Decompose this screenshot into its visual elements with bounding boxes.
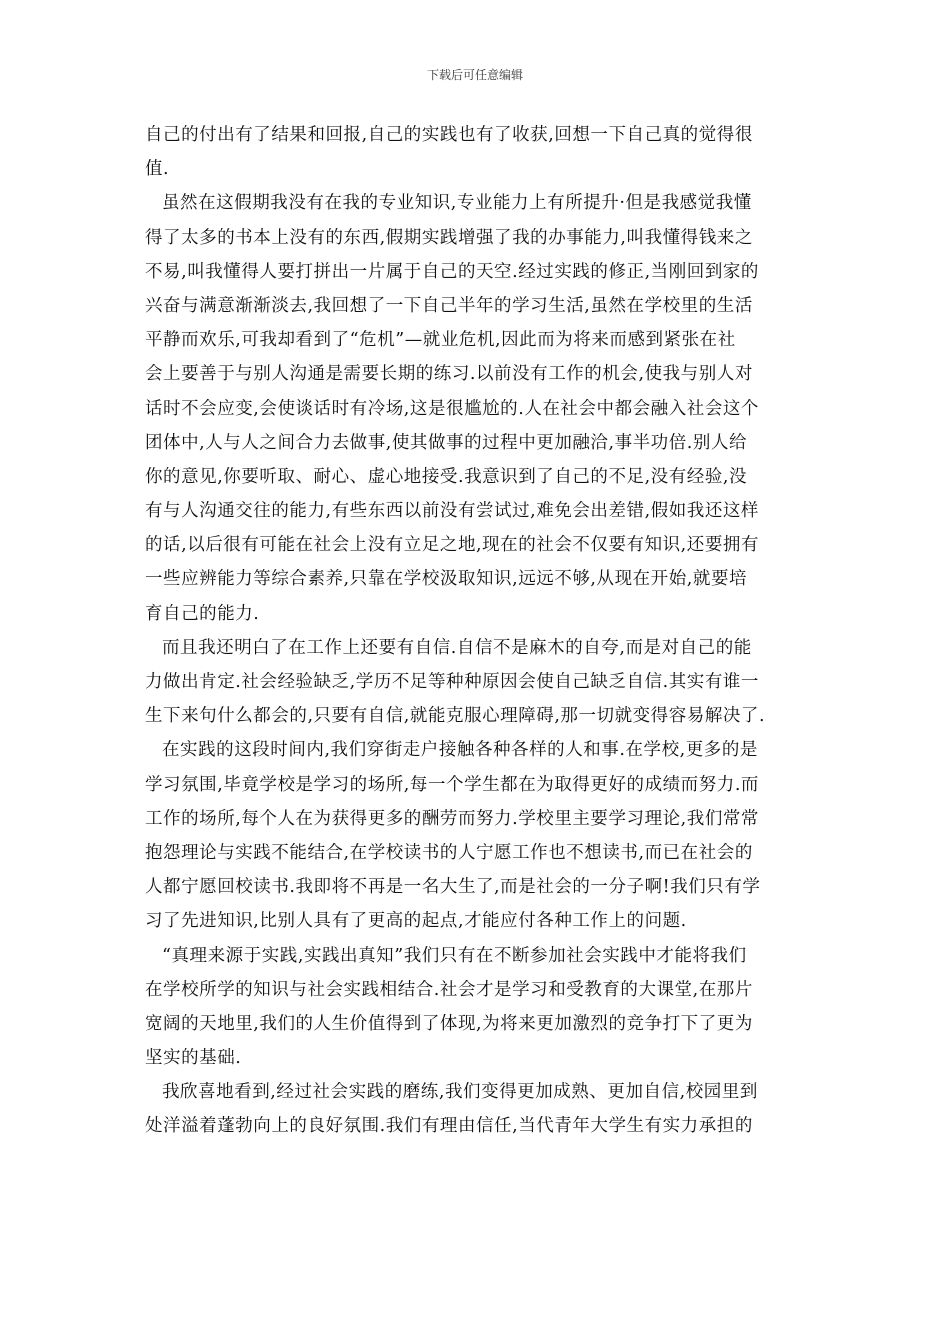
text-line: 力做出肯定.社会经验缺乏,学历不足等种种原因会使自己缺乏自信.其实有谁一 <box>145 672 759 692</box>
text-line: 话时不会应变,会使谈话时有冷场,这是很尴尬的.人在社会中都会融入社会这个 <box>145 398 759 419</box>
text-line: “真理来源于实践,实践出真知”我们只有在不断参加社会实践中才能将我们 <box>162 945 747 966</box>
text-line: 工作的场所,每个人在为获得更多的酬劳而努力.学校里主要学习理论,我们常常 <box>145 808 759 829</box>
text-line: 团体中,人与人之间合力去做事,使其做事的过程中更加融洽,事半功倍.别人给 <box>145 432 748 453</box>
text-line: 自己的付出有了结果和回报,自己的实践也有了收获,回想一下自己真的觉得很 <box>145 125 753 145</box>
text-line: 人都宁愿回校读书.我即将不再是一名大生了,而是社会的一分子啊!我们只有学 <box>145 877 761 898</box>
text-line: 值. <box>145 159 170 180</box>
text-line: 在学校所学的知识与社会实践相结合.社会才是学习和受教育的大课堂,在那片 <box>145 979 753 1000</box>
text-line: 坚实的基础. <box>145 1048 242 1069</box>
text-line: 而且我还明白了在工作上还要有自信.自信不是麻木的自夸,而是对自己的能 <box>162 637 752 658</box>
text-line: 宽阔的天地里,我们的人生价值得到了体现,为将来更加激烈的竞争打下了更为 <box>145 1013 753 1034</box>
text-line: 学习氛围,毕竟学校是学习的场所,每一个学生都在为取得更好的成绩而努力.而 <box>145 774 759 795</box>
text-line: 一些应辨能力等综合素养,只靠在学校汲取知识,远远不够,从现在开始,就要培 <box>145 569 748 590</box>
text-line: 育自己的能力. <box>145 603 260 624</box>
document-body <box>145 118 809 1144</box>
text-line: 我欣喜地看到,经过社会实践的磨练,我们变得更加成熟、更加自信,校园里到 <box>162 1082 758 1103</box>
text-line: 处洋溢着蓬勃向上的良好氛围.我们有理由信任,当代青年大学生有实力承担的 <box>145 1116 753 1137</box>
text-line: 有与人沟通交往的能力,有些东西以前没有尝试过,难免会出差错,假如我还这样 <box>145 501 759 522</box>
text-line: 虽然在这假期我没有在我的专业知识,专业能力上有所提升·但是我感觉我懂 <box>162 193 752 214</box>
text-line: 平静而欢乐,可我却看到了“危机”—就业危机,因此而为将来而感到紧张在社 <box>145 330 736 351</box>
text-line: 习了先进知识,比别人具有了更高的起点,才能应付各种工作上的问题. <box>145 911 687 932</box>
text-line: 抱怨理论与实践不能结合,在学校读书的人宁愿工作也不想读书,而已在社会的 <box>145 842 753 863</box>
text-line: 兴奋与满意渐渐淡去,我回想了一下自己半年的学习生活,虽然在学校里的生活 <box>145 295 753 316</box>
page-header-note: 下载后可任意编辑 <box>426 68 523 82</box>
text-line: 会上要善于与别人沟通是需要长期的练习.以前没有工作的机会,使我与别人对 <box>145 364 753 385</box>
text-line: 的话,以后很有可能在社会上没有立足之地,现在的社会不仅要有知识,还要拥有 <box>145 535 759 556</box>
text-line: 得了太多的书本上没有的东西,假期实践增强了我的办事能力,叫我懂得钱来之 <box>145 227 753 248</box>
text-line: 你的意见,你要听取、耐心、虚心地接受.我意识到了自己的不足,没有经验,没 <box>145 466 748 487</box>
text-line: 生下来句什么都会的,只要有自信,就能克服心理障碍,那一切就变得容易解决了. <box>145 706 766 727</box>
text-line: 在实践的这段时间内,我们穿街走户接触各种各样的人和事.在学校,更多的是 <box>162 740 758 761</box>
text-line: 不易,叫我懂得人要打拼出一片属于自己的天空.经过实践的修正,当刚回到家的 <box>145 261 759 282</box>
